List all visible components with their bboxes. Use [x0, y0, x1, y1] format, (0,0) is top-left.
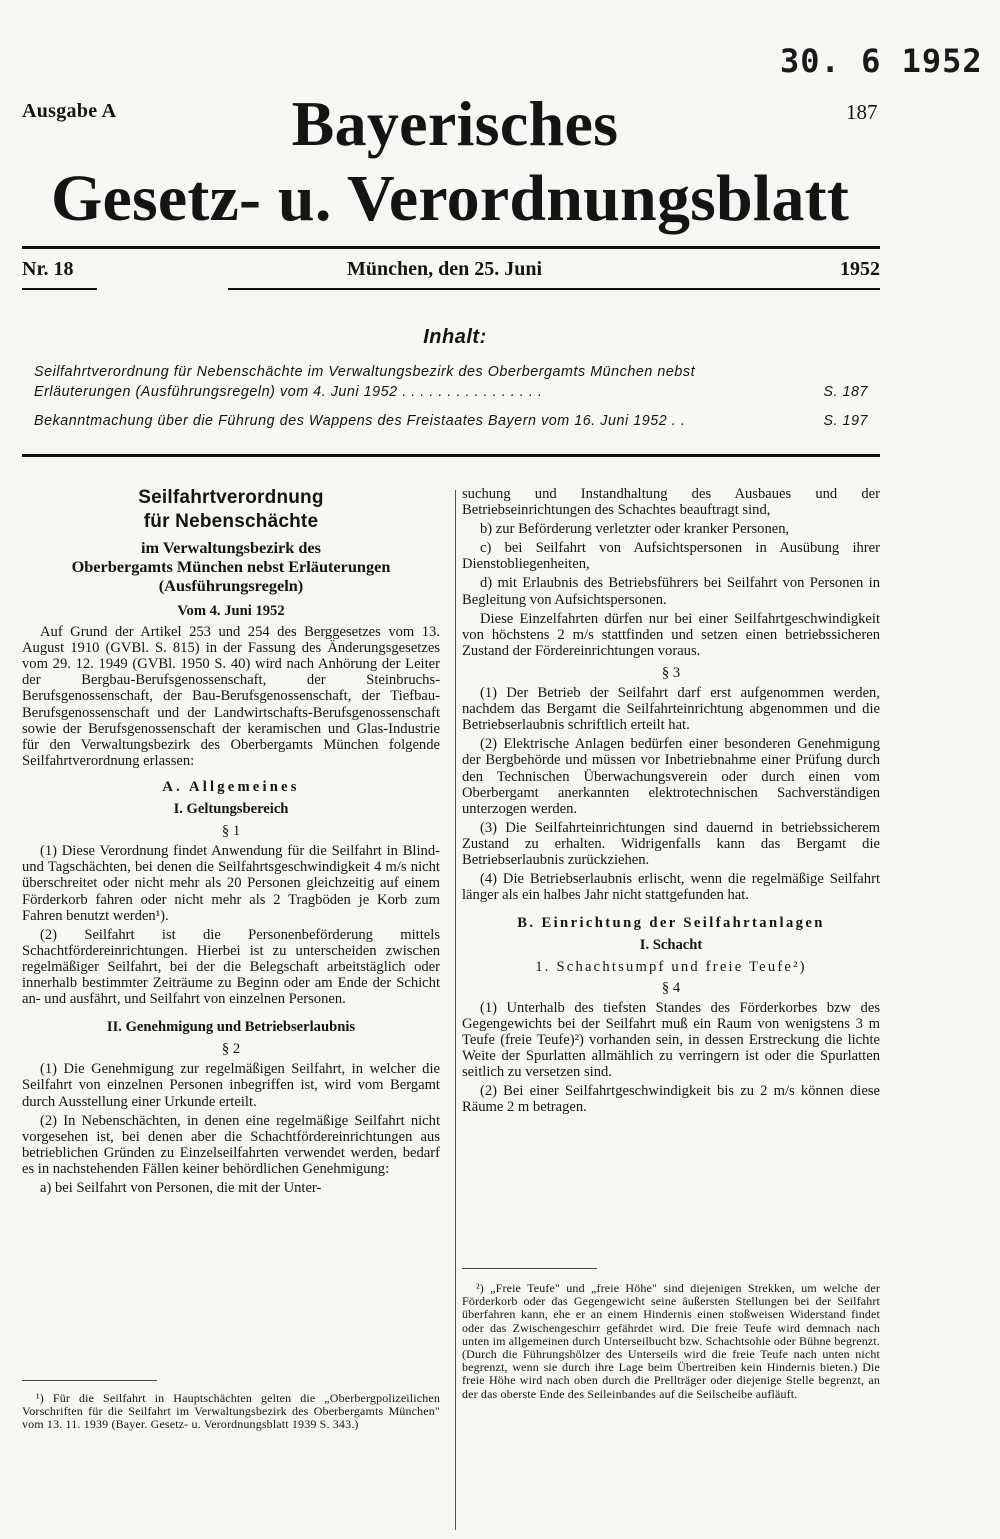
ordinance-subtitle-line3: (Ausführungsregeln): [158, 576, 304, 595]
section-i-schacht-heading: I. Schacht: [639, 937, 703, 954]
paragraph-2-number: § 2: [221, 1041, 241, 1058]
toc-entry-2: [34, 411, 868, 431]
ordinance-subtitle-line1: im Verwaltungsbezirk des: [140, 538, 321, 557]
footnote-2: ²) „Freie Teufe" und „freie Höhe" sind diejenigen Strekken, um welche der Förderkorb oder das Gegengewicht seine äußersten Stellungen bei der Seilfahrt überfahren kann, ehe er an einem Hindernis einen stoßweisen Widerstand findet oder das Zwischengeschirr gefährdet wird. Die freie Teufe wird demnach nach unten im allgemeinen durch Unterseilbucht bzw. Schachtsohle oder Bühne begrenzt. (Durch die Führungshölzer des Unterseils wird die freie Teufe nach unten nicht begrenzt, wenn sie durch ihre Lage beim Übertreiben kein Hindernis bieten.) Die freie Höhe wird nach oben durch die Prellträger oder diejenige Stelle begrenzt, an der das oberste Ende des Seileinbandes auf die Seilscheibe aufläuft.: [462, 1281, 880, 1401]
paragraph-4-clause-2: (2) Bei einer Seilfahrtgeschwindigkeit bis zu 2 m/s können diese Räume 2 m betragen.: [462, 1083, 880, 1116]
paragraph-4-number: § 4: [661, 979, 681, 996]
toc-entry-1-page: S. 187: [823, 384, 868, 400]
part-b-heading: B. Einrichtung der Seilfahrtanlagen: [517, 915, 825, 932]
section-ii-heading: II. Genehmigung und Betriebserlaubnis: [106, 1019, 356, 1036]
toc-entry-2-page: S. 197: [823, 413, 868, 429]
ordinance-title-line2: für Nebenschächte: [143, 511, 319, 532]
toc-entry-1-line2: Erläuterungen (Ausführungsregeln) vom 4. Juni 1952 . . . . . . . . . . . . . . . .: [34, 384, 543, 400]
toc-entry-1: [34, 362, 868, 402]
paragraph-2-item-a-continued: suchung und Instandhaltung des Ausbaues und der Betriebseinrichtungen des Schachtes beauftragt sind,: [462, 486, 880, 519]
paragraph-2-clause-1: (1) Die Genehmigung zur regelmäßigen Seilfahrt, in welcher die Seilfahrt von einzelnen Personen inbegriffen ist, wird vom Bergamt durch Ausstellung einer Urkunde erteilt.: [22, 1061, 440, 1110]
masthead-rule-mid-left: [22, 288, 97, 290]
part-a-heading: A. Allgemeines: [162, 778, 300, 795]
masthead-rule-top: [22, 246, 880, 249]
page-number: 187: [846, 100, 878, 124]
paragraph-3-clause-4: (4) Die Betriebserlaubnis erlischt, wenn die regelmäßige Seilfahrt länger als ein halbes Jahr nicht stattgefunden hat.: [462, 871, 880, 904]
ordinance-date: Vom 4. Juni 1952: [177, 603, 285, 619]
section-i-heading: I. Geltungsbereich: [173, 801, 289, 818]
paragraph-3-number: § 3: [661, 664, 681, 681]
left-footnote-rule: [22, 1380, 157, 1381]
masthead-title-line2: Gesetz- u. Verordnungsblatt: [50, 162, 850, 235]
right-footnote-rule: [462, 1268, 597, 1269]
paragraph-2-item-c: c) bei Seilfahrt von Aufsichtspersonen in Ausübung ihrer Dienstobliegenheiten,: [462, 540, 880, 573]
paragraph-3-clause-3: (3) Die Seilfahrteinrichtungen sind dauernd in betriebssicherem Zustand zu erhalten. Widrigenfalls kann das Bergamt die Betriebserlaubnis zurückziehen.: [462, 819, 880, 868]
paragraph-1-clause-2: (2) Seilfahrt ist die Personenbeförderung mittels Schachtfördereinrichtungen. Hierbei ist zu unterscheiden zwischen regelmäßiger Seilfahrt, bei der die Belegschaft arbeitstäglich oder innerhalb bestimmter Zeiträume zu Beginn oder am Ende der Schicht an- und ausfährt, und Seilfahrt von einzelnen Personen.: [22, 926, 440, 1008]
ordinance-subtitle-line2: Oberbergamts München nebst Erläuterungen: [71, 557, 391, 576]
right-column: [462, 486, 880, 1118]
toc-heading: Inhalt:: [423, 326, 487, 348]
ordinance-title-line1: Seilfahrtverordnung: [138, 487, 324, 508]
paragraph-2-item-a: a) bei Seilfahrt von Personen, die mit der Unter-: [40, 1180, 322, 1196]
paragraph-1-number: § 1: [221, 823, 241, 840]
issue-line: [22, 258, 880, 284]
paragraph-3-clause-2: (2) Elektrische Anlagen bedürfen einer besonderen Genehmigung der Bergbehörde und müssen vor Inbetriebnahme einer Prüfung durch den Technischen Überwachungsverein oder durch einen vom Oberbergamt anerkannten elektrotechnischen Sachverständigen unterzogen werden.: [462, 736, 880, 817]
masthead-title-line1: Bayerisches: [291, 88, 619, 159]
left-column: [22, 486, 440, 1199]
subsection-1-heading: 1. Schachtsumpf und freie Teufe²): [535, 959, 807, 976]
toc-rule-bottom: [22, 454, 880, 457]
place-and-date: München, den 25. Juni: [347, 258, 543, 280]
edition-label: Ausgabe A: [22, 100, 117, 122]
paragraph-2-item-b: b) zur Beförderung verletzter oder kranker Personen,: [480, 521, 790, 538]
paragraph-3-clause-1: (1) Der Betrieb der Seilfahrt darf erst aufgenommen werden, nachdem das Bergamt die Seilfahrteinrichtung abgenommen und die Betriebserlaubnis schriftlich erteilt hat.: [462, 685, 880, 734]
masthead-rule-mid-right: [228, 288, 880, 290]
toc-entry-2-line1: Bekanntmachung über die Führung des Wappens des Freistaates Bayern vom 16. Juni 1952 . .: [34, 413, 686, 429]
received-date-stamp: 30. 6 1952: [780, 42, 983, 80]
issue-year: 1952: [840, 258, 880, 280]
paragraph-2-single-rides: Diese Einzelfahrten dürfen nur bei einer Seilfahrtgeschwindigkeit von höchstens 2 m/s stattfinden und setzen einen betriebssicheren Zustand der Fördereinrichtungen voraus.: [462, 610, 880, 659]
issue-number: Nr. 18: [22, 258, 74, 280]
preamble-paragraph: Auf Grund der Artikel 253 und 254 des Berggesetzes vom 13. August 1910 (GVBl. S. 815) in der Fassung des Änderungsgesetzes vom 29. 12. 1949 (GVBl. 1950 S. 40) wird nach Anhörung der Leiter der Bergbau-Berufsgenossenschaft, der Steinbruchs-Berufsgenossenschaft, der Bau-Berufsgenossenschaft, der Tiefbau-Berufsgenossenschaft und der Landwirtschafts-Berufsgenossenschaft sowie der Berufsgenossenschaft der keramischen und Glas-Industrie für den Verwaltungsbezirk des Oberbergamts München folgende Seilfahrtverordnung erlassen:: [22, 624, 440, 769]
footnote-1: ¹) Für die Seilfahrt in Hauptschächten gelten die „Oberbergpolizeilichen Vorschriften für die Seilfahrt im Verwaltungsbezirk des Oberbergamts München" vom 13. 11. 1939 (Bayer. Gesetz- u. Verordnungsblatt 1939 S. 343.): [22, 1391, 440, 1432]
paragraph-1-clause-1: (1) Diese Verordnung findet Anwendung für die Seilfahrt in Blind- und Tagschächten, bei denen die Seilfahrtsgeschwindigkeit 4 m/s nicht überschreitet oder nicht mehr als 20 Personen gleichzeitig auf einem Förderkorb fahren oder nicht mehr als 2 Tragböden je Korb zum Fahren benutzt werden¹).: [22, 843, 440, 924]
column-divider: [455, 490, 456, 1530]
toc-entry-1-line1: Seilfahrtverordnung für Nebenschächte im Verwaltungsbezirk des Oberbergamts München nebst: [34, 364, 696, 380]
paragraph-4-clause-1: (1) Unterhalb des tiefsten Standes des Förderkorbes bzw des Gegengewichts bei der Seilfahrt muß ein Raum von wenigstens 3 m Teufe (freie Teufe)²) vorhanden sein, in dessen Erstreckung die lichte Weite der Spurlatten allmählich zu verringern ist oder die Spurlatten seitlich zu versetzen sind.: [462, 999, 880, 1080]
paragraph-2-clause-2: (2) In Nebenschächten, in denen eine regelmäßige Seilfahrt nicht vorgesehen ist, bei denen aber die Schachtfördereinrichtungen aus betrieblichen Gründen zu Einzelseilfahrten verwendet werden, bedarf es in nachstehenden Fällen keiner behördlichen Genehmigung:: [22, 1112, 440, 1177]
paragraph-2-item-d: d) mit Erlaubnis des Betriebsführers bei Seilfahrt von Personen in Begleitung von Aufsichtspersonen.: [462, 575, 880, 608]
